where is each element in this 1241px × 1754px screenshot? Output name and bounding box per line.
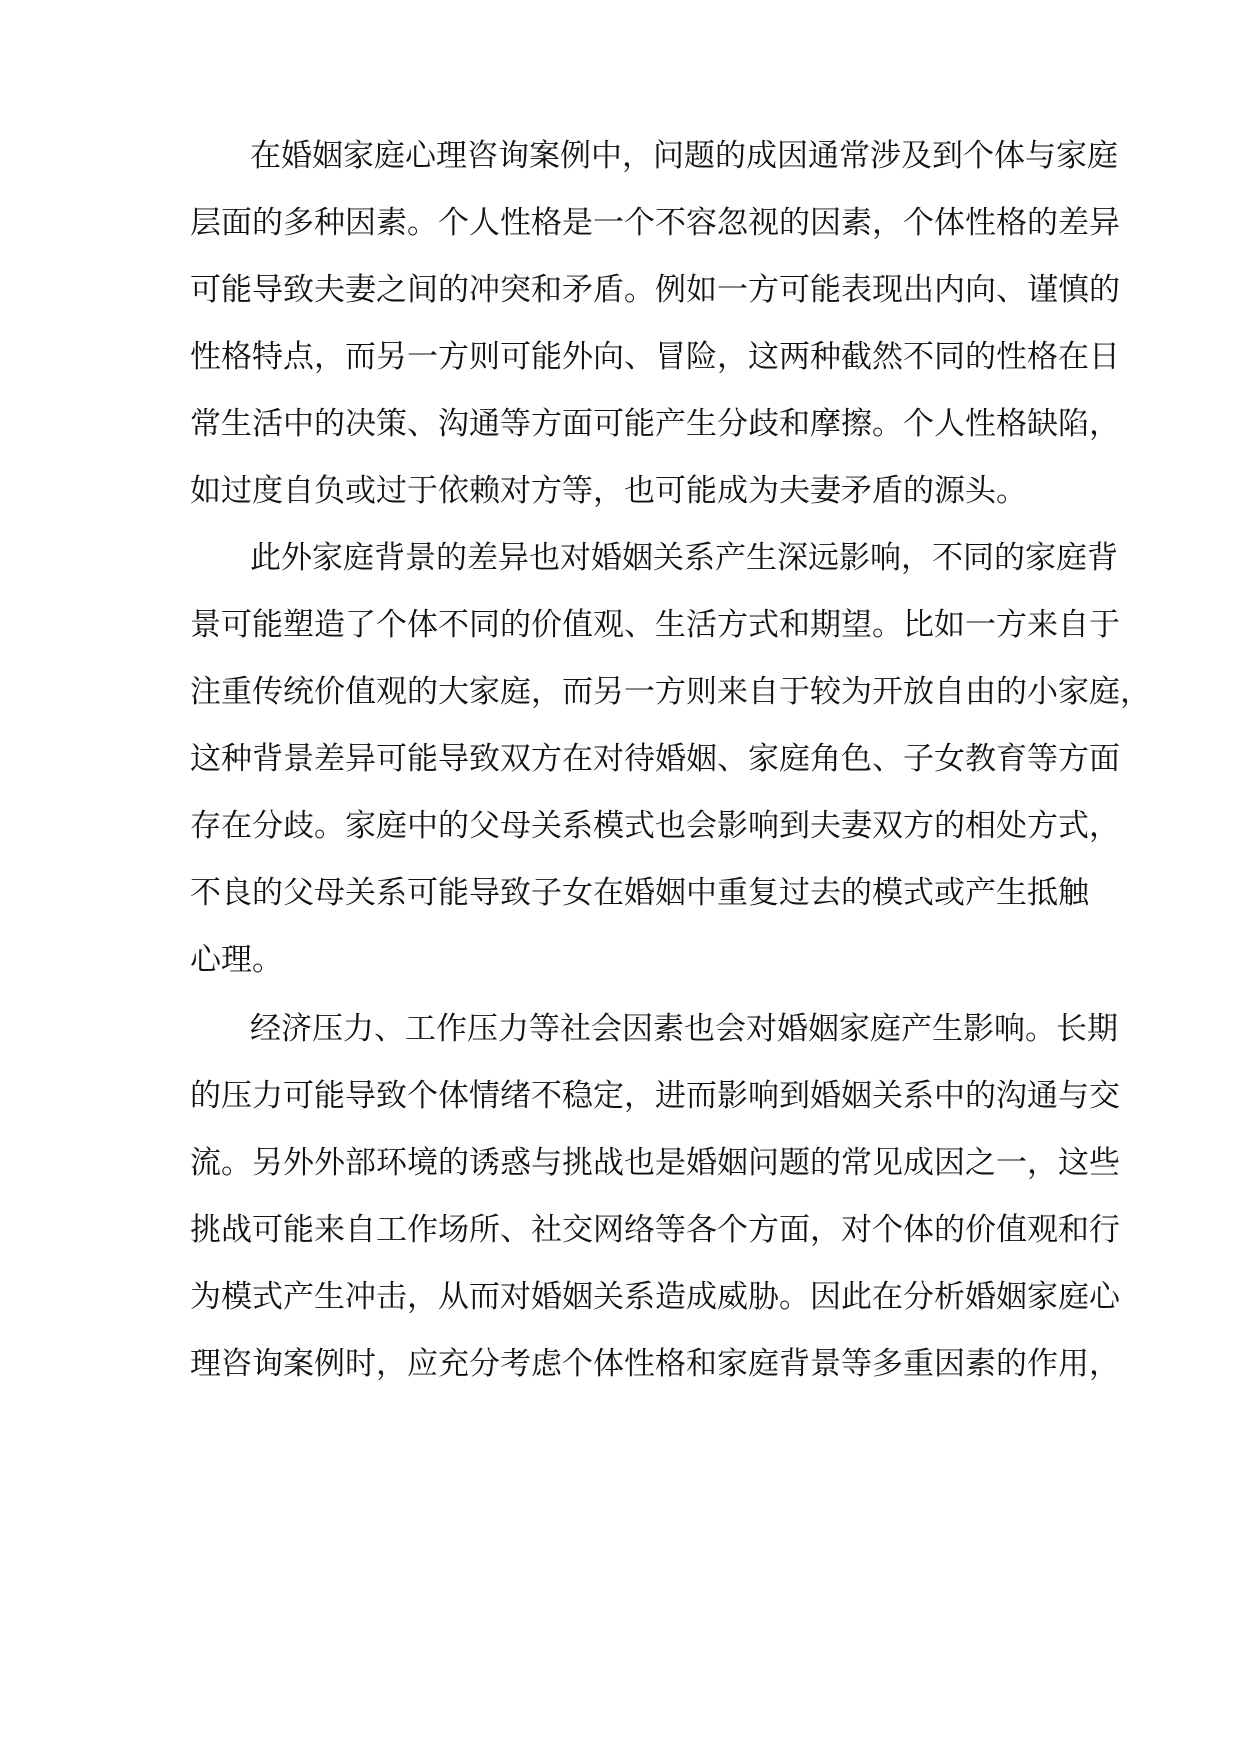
text-line: 流。另外外部环境的诱惑与挑战也是婚姻问题的常见成因之一，这些 xyxy=(190,1145,1120,1181)
text-line: 常生活中的决策、沟通等方面可能产生分歧和摩擦。个人性格缺陷， xyxy=(190,406,1120,442)
text-line: 此外家庭背景的差异也对婚姻关系产生深远影响，不同的家庭背 xyxy=(250,540,1118,576)
text-line: 经济压力、工作压力等社会因素也会对婚姻家庭产生影响。长期 xyxy=(250,1011,1118,1047)
text-line: 层面的多种因素。个人性格是一个不容忽视的因素，个体性格的差异 xyxy=(190,205,1120,241)
text-line: 在婚姻家庭心理咨询案例中，问题的成因通常涉及到个体与家庭 xyxy=(250,138,1118,174)
text-line: 的压力可能导致个体情绪不稳定，进而影响到婚姻关系中的沟通与交 xyxy=(190,1078,1120,1114)
text-line: 注重传统价值观的大家庭，而另一方则来自于较为开放自由的小家庭， xyxy=(190,674,1151,710)
text-line: 为模式产生冲击，从而对婚姻关系造成威胁。因此在分析婚姻家庭心 xyxy=(190,1279,1120,1315)
text-line: 不良的父母关系可能导致子女在婚姻中重复过去的模式或产生抵触 xyxy=(190,875,1089,911)
text-line: 性格特点，而另一方则可能外向、冒险，这两种截然不同的性格在日 xyxy=(190,339,1120,375)
text-line: 挑战可能来自工作场所、社交网络等各个方面，对个体的价值观和行 xyxy=(190,1212,1120,1248)
text-line: 如过度自负或过于依赖对方等，也可能成为夫妻矛盾的源头。 xyxy=(190,473,1027,509)
text-line: 理咨询案例时，应充分考虑个体性格和家庭背景等多重因素的作用， xyxy=(190,1346,1120,1382)
text-line: 景可能塑造了个体不同的价值观、生活方式和期望。比如一方来自于 xyxy=(190,607,1120,643)
text-line: 这种背景差异可能导致双方在对待婚姻、家庭角色、子女教育等方面 xyxy=(190,741,1120,777)
text-line: 心理。 xyxy=(190,942,283,978)
text-line: 存在分歧。家庭中的父母关系模式也会影响到夫妻双方的相处方式， xyxy=(190,808,1120,844)
text-line: 可能导致夫妻之间的冲突和矛盾。例如一方可能表现出内向、谨慎的 xyxy=(190,272,1120,308)
